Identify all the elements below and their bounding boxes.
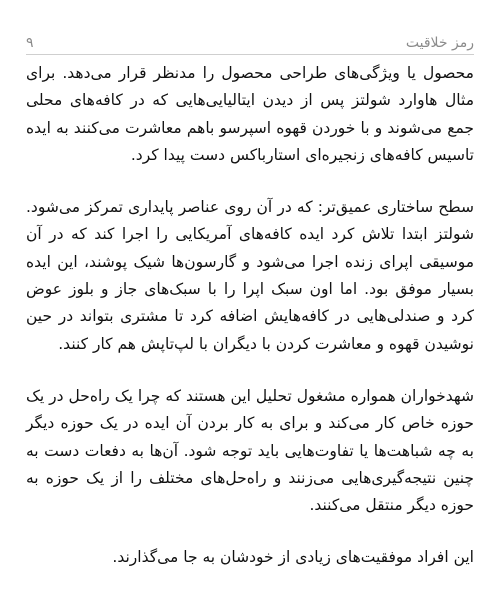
paragraph-4: این افراد موفقیت‌های زیادی از خودشان به جا می‌گذارند. (112, 548, 474, 567)
header-divider (26, 54, 474, 55)
page-body (26, 60, 474, 572)
page-header (26, 30, 474, 56)
page-number: ۹ (26, 35, 34, 51)
paragraph-2: سطح ساختاری عمیق‌تر: که در آن روی عناصر پایداری تمرکز می‌شود. شولتز ابتدا تلاش کرد ایده کافه‌های آمریکایی را اجرا کند که در آن موسیقی اپرای زنده اجرا می‌شود و گارسون‌ها شیک پوشند، این ایده بسیار موفق بود. اما اون سبک اپرا را با سبک‌های جاز و بلوز عوض کرد و صندلی‌هایی در کافه‌هایش اضافه کرد تا مشتری بتواند در حین نوشیدن قهوه و معاشرت کردن با دیگران با لپ‌تاپش هم کار کنند. (26, 198, 474, 353)
book-title: رمز خلاقیت (405, 35, 474, 51)
paragraph-3: شهدخواران همواره مشغول تحلیل این هستند که چرا یک راه‌حل در یک حوزه خاص کار می‌کند و برای به کار بردن آن ایده در یک حوزه دیگر به چه شباهت‌ها یا تفاوت‌هایی باید توجه شود. آن‌ها به دفعات دست به چنین نتیجه‌گیری‌هایی می‌زنند و راه‌حل‌های مختلف را از یک حوزه به حوزه دیگر منتقل می‌کنند. (26, 386, 474, 515)
paragraph-1: محصول یا ویژگی‌های طراحی محصول را مدنظر قرار می‌دهد. برای مثال هاوارد شولتز پس از دیدن ایتالیایی‌هایی که در کافه‌های محلی جمع می‌شوند و با خوردن قهوه اسپرسو باهم معاشرت می‌کنند به ایده تاسیس کافه‌های زنجیره‌ای استارباکس دست پیدا کرد. (26, 64, 474, 164)
